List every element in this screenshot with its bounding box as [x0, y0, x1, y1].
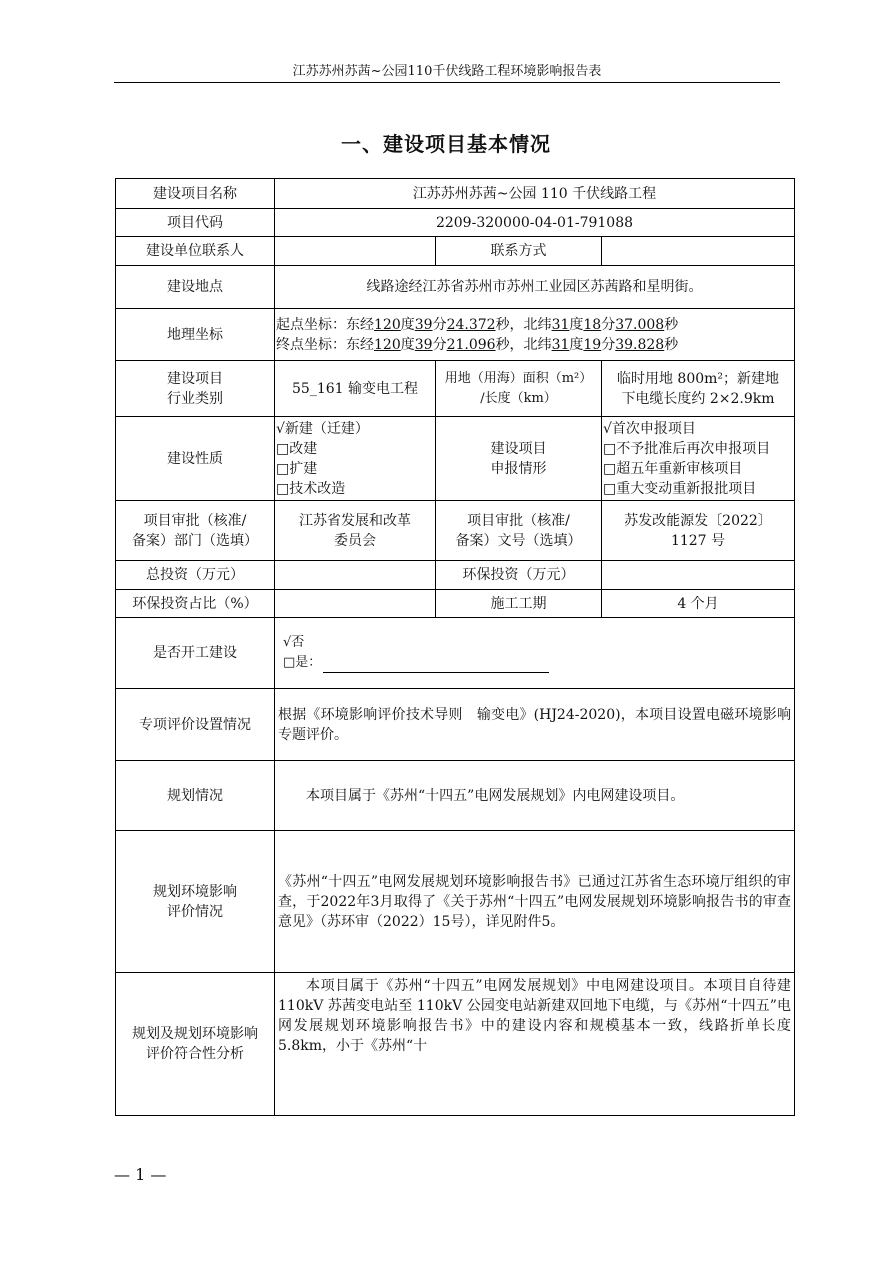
contact-method-value — [602, 237, 795, 266]
nature-options — [275, 417, 436, 501]
planning-eia-text: 《苏州“十四五”电网发展规划环境影响报告书》已通过江苏省生态环境厅组织的审查，于2022年3月取得了《关于苏州“十四五”电网发展规划环境影响报告书的审查意见》（苏环审（2022）15号），详见附件5。 — [275, 831, 795, 973]
project-code-value: 2209-320000-04-01-791088 — [275, 209, 795, 237]
coordinates-label: 地理坐标 — [116, 309, 275, 361]
apply-option-resubmit: □不予批准后再次申报项目 — [603, 440, 771, 457]
started-option-yes: □是： — [283, 653, 791, 673]
row-planning-eia — [116, 831, 795, 973]
nature-option-rebuild: □改建 — [276, 440, 318, 457]
end-coordinates: 终点坐标：东经120度39分21.096秒，北纬31度19分39.828秒 — [276, 336, 679, 353]
started-option-no: √否 — [283, 635, 305, 650]
start-coordinates: 起点坐标：东经120度39分24.372秒，北纬31度18分37.008秒 — [276, 316, 679, 333]
planning-eia-label: 规划环境影响 评价情况 — [116, 831, 275, 973]
env-ratio-label: 环保投资占比（%） — [116, 590, 275, 618]
nature-option-expand: □扩建 — [276, 460, 318, 477]
project-info-table — [115, 178, 795, 1116]
nature-option-tech: □技术改造 — [276, 480, 346, 497]
row-coordinates — [116, 309, 795, 361]
compliance-label: 规划及规划环境影响 评价符合性分析 — [116, 973, 275, 1116]
started-options — [275, 618, 795, 689]
construction-period-label: 施工工期 — [436, 590, 602, 618]
location-label: 建设地点 — [116, 266, 275, 309]
project-code-label: 项目代码 — [116, 209, 275, 237]
approval-doc-value: 苏发改能源发〔2022〕 1127 号 — [602, 501, 795, 561]
project-name-value: 江苏苏州苏茜~公园 110 千伏线路工程 — [275, 179, 795, 209]
contact-person-value — [275, 237, 436, 266]
header-rule — [114, 82, 780, 83]
row-project-code — [116, 209, 795, 237]
row-approval — [116, 501, 795, 561]
land-area-value: 临时用地 800m²；新建地 下电缆长度约 2×2.9km — [602, 361, 795, 417]
page-number: — 1 — — [114, 1165, 167, 1184]
contact-person-label: 建设单位联系人 — [116, 237, 275, 266]
special-eval-text: 根据《环境影响评价技术导则 输变电》(HJ24-2020)，本项目设置电磁环境影响专题评价。 — [275, 689, 795, 761]
row-ratio — [116, 590, 795, 618]
project-name-label: 建设项目名称 — [116, 179, 275, 209]
planning-text: 本项目属于《苏州“十四五”电网发展规划》内电网建设项目。 — [275, 761, 795, 831]
row-location — [116, 266, 795, 309]
env-investment-value — [602, 561, 795, 590]
coordinates-value — [275, 309, 795, 361]
row-project-name — [116, 179, 795, 209]
approval-dept-label: 项目审批（核准/ 备案）部门（选填） — [116, 501, 275, 561]
row-nature — [116, 417, 795, 501]
industry-value: 55_161 输变电工程 — [275, 361, 436, 417]
total-investment-value — [275, 561, 436, 590]
apply-situation-label: 建设项目 申报情形 — [436, 417, 602, 501]
section-title: 一、建设项目基本情况 — [341, 132, 551, 156]
industry-label: 建设项目 行业类别 — [116, 361, 275, 417]
apply-option-first: √首次申报项目 — [603, 420, 696, 437]
row-started — [116, 618, 795, 689]
env-ratio-value — [275, 590, 436, 618]
row-special — [116, 689, 795, 761]
location-value: 线路途经江苏省苏州市苏州工业园区苏茜路和星明街。 — [275, 266, 795, 309]
contact-method-label: 联系方式 — [436, 237, 602, 266]
apply-option-five-year: □超五年重新审核项目 — [603, 460, 743, 477]
started-label: 是否开工建设 — [116, 618, 275, 689]
land-area-label: 用地（用海）面积（m²） /长度（km） — [436, 361, 602, 417]
approval-doc-label: 项目审批（核准/ 备案）文号（选填） — [436, 501, 602, 561]
special-eval-label: 专项评价设置情况 — [116, 689, 275, 761]
nature-option-new: √新建（迁建） — [276, 420, 369, 437]
row-investment — [116, 561, 795, 590]
env-investment-label: 环保投资（万元） — [436, 561, 602, 590]
planning-label: 规划情况 — [116, 761, 275, 831]
approval-dept-value: 江苏省发展和改革 委员会 — [275, 501, 436, 561]
apply-situation-options — [602, 417, 795, 501]
compliance-text: 本项目属于《苏州“十四五”电网发展规划》中电网建设项目。本项目自待建 110kV 苏茜变电站至 110kV 公园变电站新建双回地下电缆，与《苏州“十四五”电网发展规划环境影响报告书》中的建设内容和规模基本一致，线路折单长度 5.8km，小于《苏州“十 — [275, 973, 795, 1116]
row-contact — [116, 237, 795, 266]
started-blank-line — [323, 658, 549, 673]
row-planning — [116, 761, 795, 831]
row-industry — [116, 361, 795, 417]
apply-option-major-change: □重大变动重新报批项目 — [603, 480, 757, 497]
row-compliance — [116, 973, 795, 1116]
construction-period-value: 4 个月 — [602, 590, 795, 618]
page-header: 江苏苏州苏茜~公园110千伏线路工程环境影响报告表 — [292, 64, 602, 79]
nature-label: 建设性质 — [116, 417, 275, 501]
total-investment-label: 总投资（万元） — [116, 561, 275, 590]
